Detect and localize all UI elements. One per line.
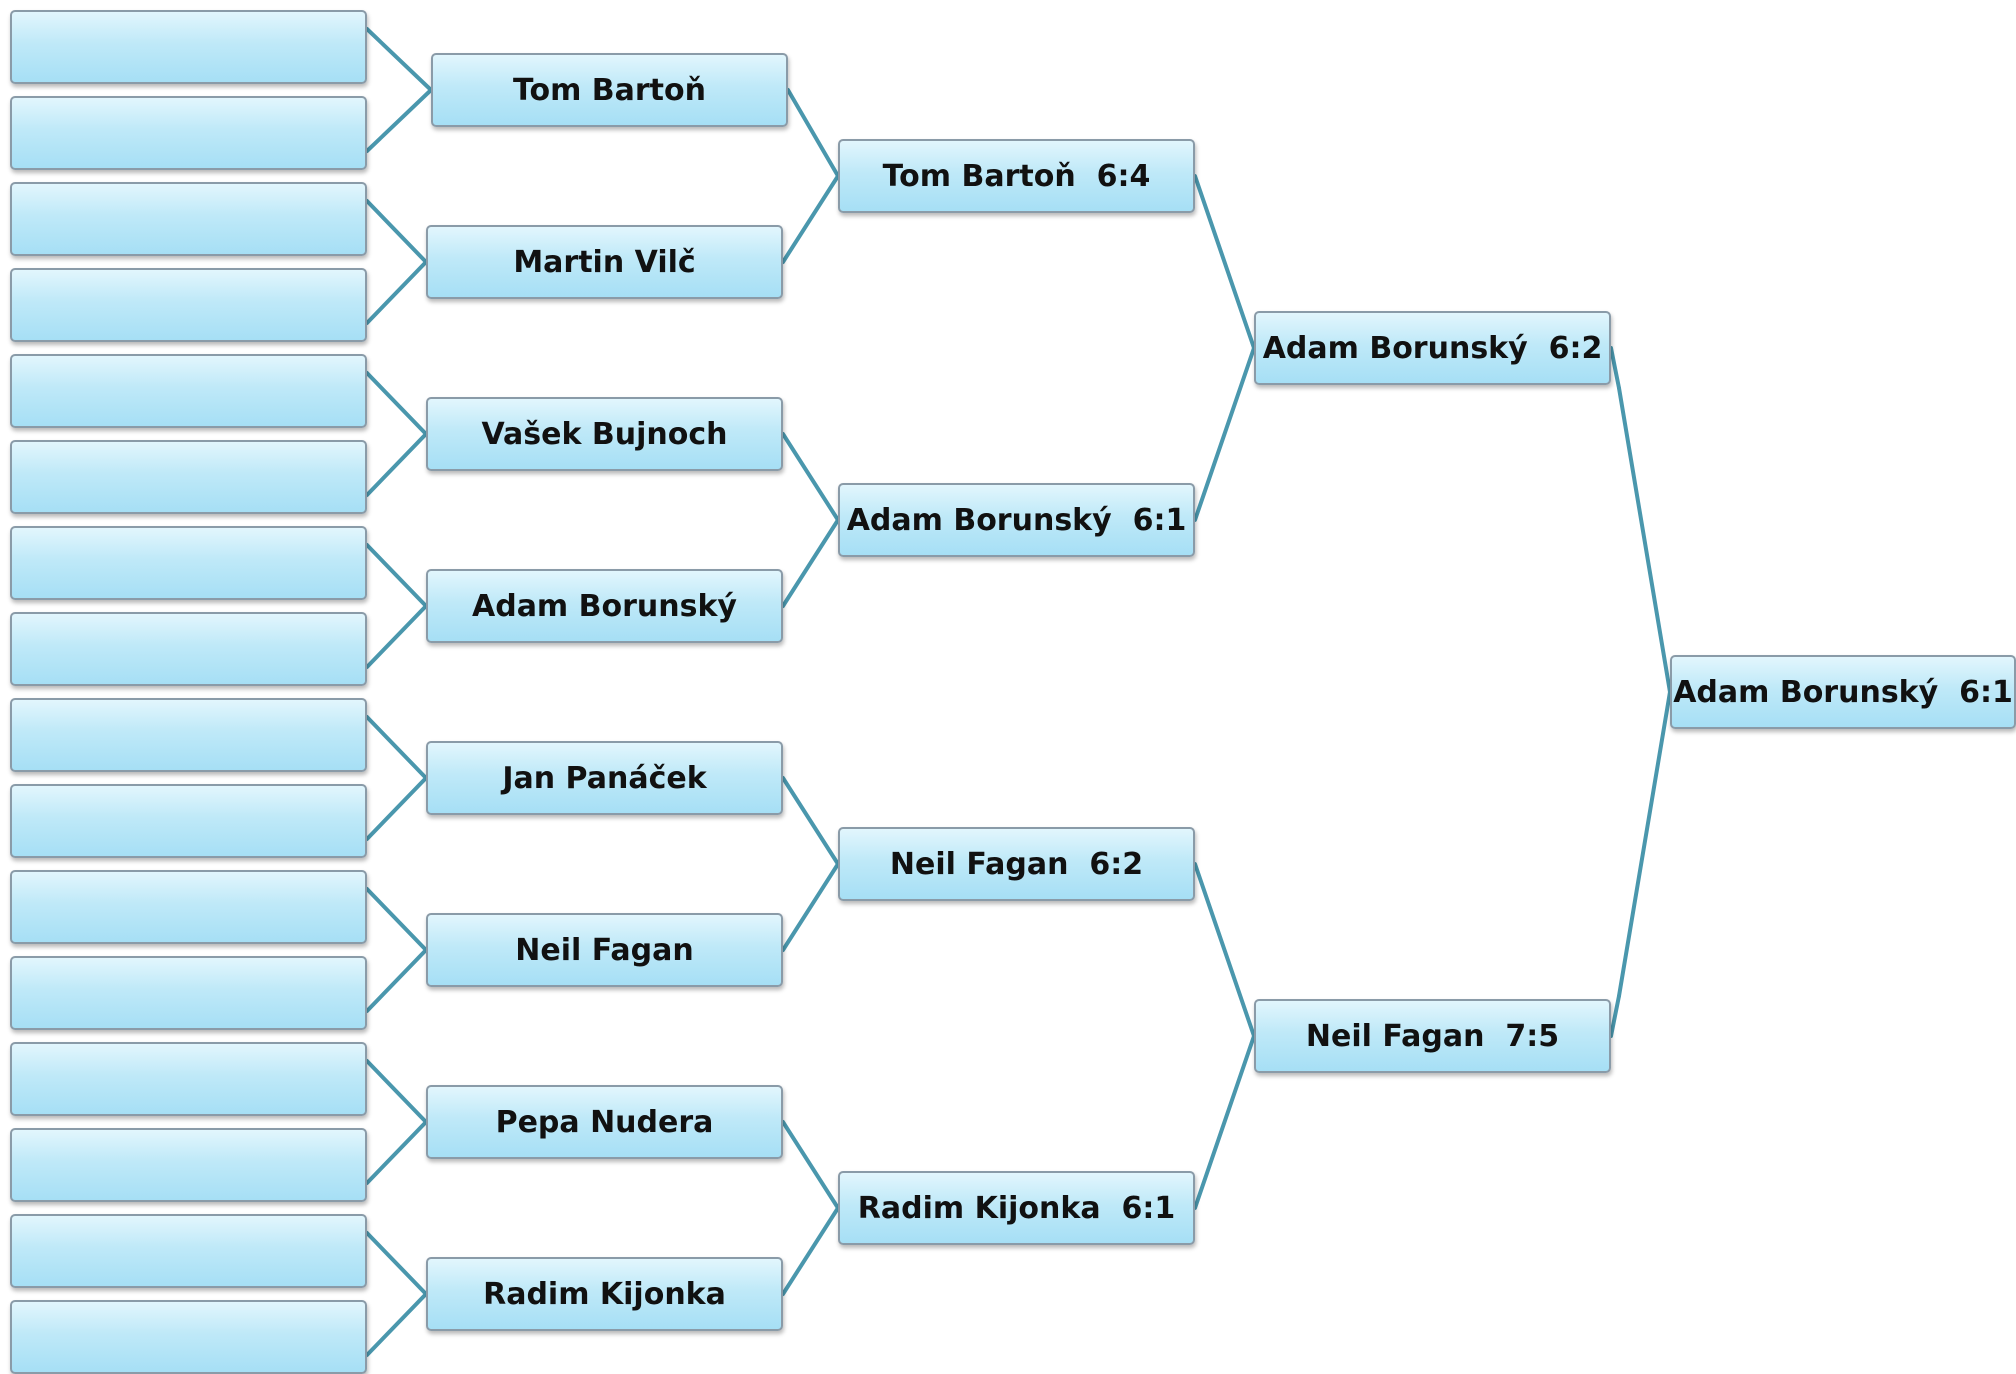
round2-player-box: Pepa Nudera — [426, 1085, 783, 1159]
semifinal-box: Adam Borunský 6:2 — [1254, 311, 1611, 385]
round1-slot — [10, 956, 367, 1030]
connector-line — [367, 90, 431, 151]
round1-slot — [10, 268, 367, 342]
round1-slot — [10, 1128, 367, 1202]
round1-slot — [10, 10, 367, 84]
connector-line — [367, 1122, 426, 1183]
connector-line — [367, 717, 426, 778]
connector-line — [783, 434, 838, 520]
connector-line — [367, 950, 426, 1011]
connector-line — [783, 1122, 838, 1208]
quarterfinal-box: Radim Kijonka 6:1 — [838, 1171, 1195, 1245]
connector-line — [367, 201, 426, 262]
connector-line — [367, 606, 426, 667]
connector-line — [367, 1294, 426, 1355]
connector-line — [1611, 996, 1619, 1036]
round1-slot — [10, 182, 367, 256]
round1-slot — [10, 698, 367, 772]
connector-line — [783, 176, 838, 262]
round1-slot — [10, 784, 367, 858]
connector-line — [783, 864, 838, 950]
connector-line — [367, 373, 426, 434]
connector-line — [367, 889, 426, 950]
connector-line — [1195, 348, 1254, 520]
round2-player-box: Vašek Bujnoch — [426, 397, 783, 471]
round2-player-box: Jan Panáček — [426, 741, 783, 815]
round1-slot — [10, 612, 367, 686]
connector-line — [783, 778, 838, 864]
round1-slot — [10, 1300, 367, 1374]
connector-line — [783, 520, 838, 606]
quarterfinal-box: Adam Borunský 6:1 — [838, 483, 1195, 557]
connector-line — [367, 778, 426, 839]
round2-player-box: Tom Bartoň — [431, 53, 788, 127]
round2-player-box: Radim Kijonka — [426, 1257, 783, 1331]
round1-slot — [10, 1042, 367, 1116]
connector-line — [367, 545, 426, 606]
round1-slot — [10, 526, 367, 600]
round1-slot — [10, 354, 367, 428]
connector-line — [783, 1208, 838, 1294]
round1-slot — [10, 96, 367, 170]
round1-slot — [10, 440, 367, 514]
semifinal-box: Neil Fagan 7:5 — [1254, 999, 1611, 1073]
connector-line — [788, 90, 838, 176]
final-winner-box: Adam Borunský 6:1 — [1670, 655, 2016, 729]
quarterfinal-box: Tom Bartoň 6:4 — [838, 139, 1195, 213]
round2-player-box: Martin Vilč — [426, 225, 783, 299]
connector-line — [1619, 692, 1670, 996]
connector-line — [367, 1061, 426, 1122]
connector-line — [367, 262, 426, 323]
connector-line — [1611, 348, 1619, 388]
round1-slot — [10, 1214, 367, 1288]
connector-line — [1195, 1036, 1254, 1208]
round2-player-box: Adam Borunský — [426, 569, 783, 643]
round1-slot — [10, 870, 367, 944]
connector-line — [367, 434, 426, 495]
connector-line — [1195, 176, 1254, 348]
connector-line — [367, 1233, 426, 1294]
round2-player-box: Neil Fagan — [426, 913, 783, 987]
connector-line — [1195, 864, 1254, 1036]
connector-line — [1619, 388, 1670, 692]
quarterfinal-box: Neil Fagan 6:2 — [838, 827, 1195, 901]
connector-line — [367, 29, 431, 90]
